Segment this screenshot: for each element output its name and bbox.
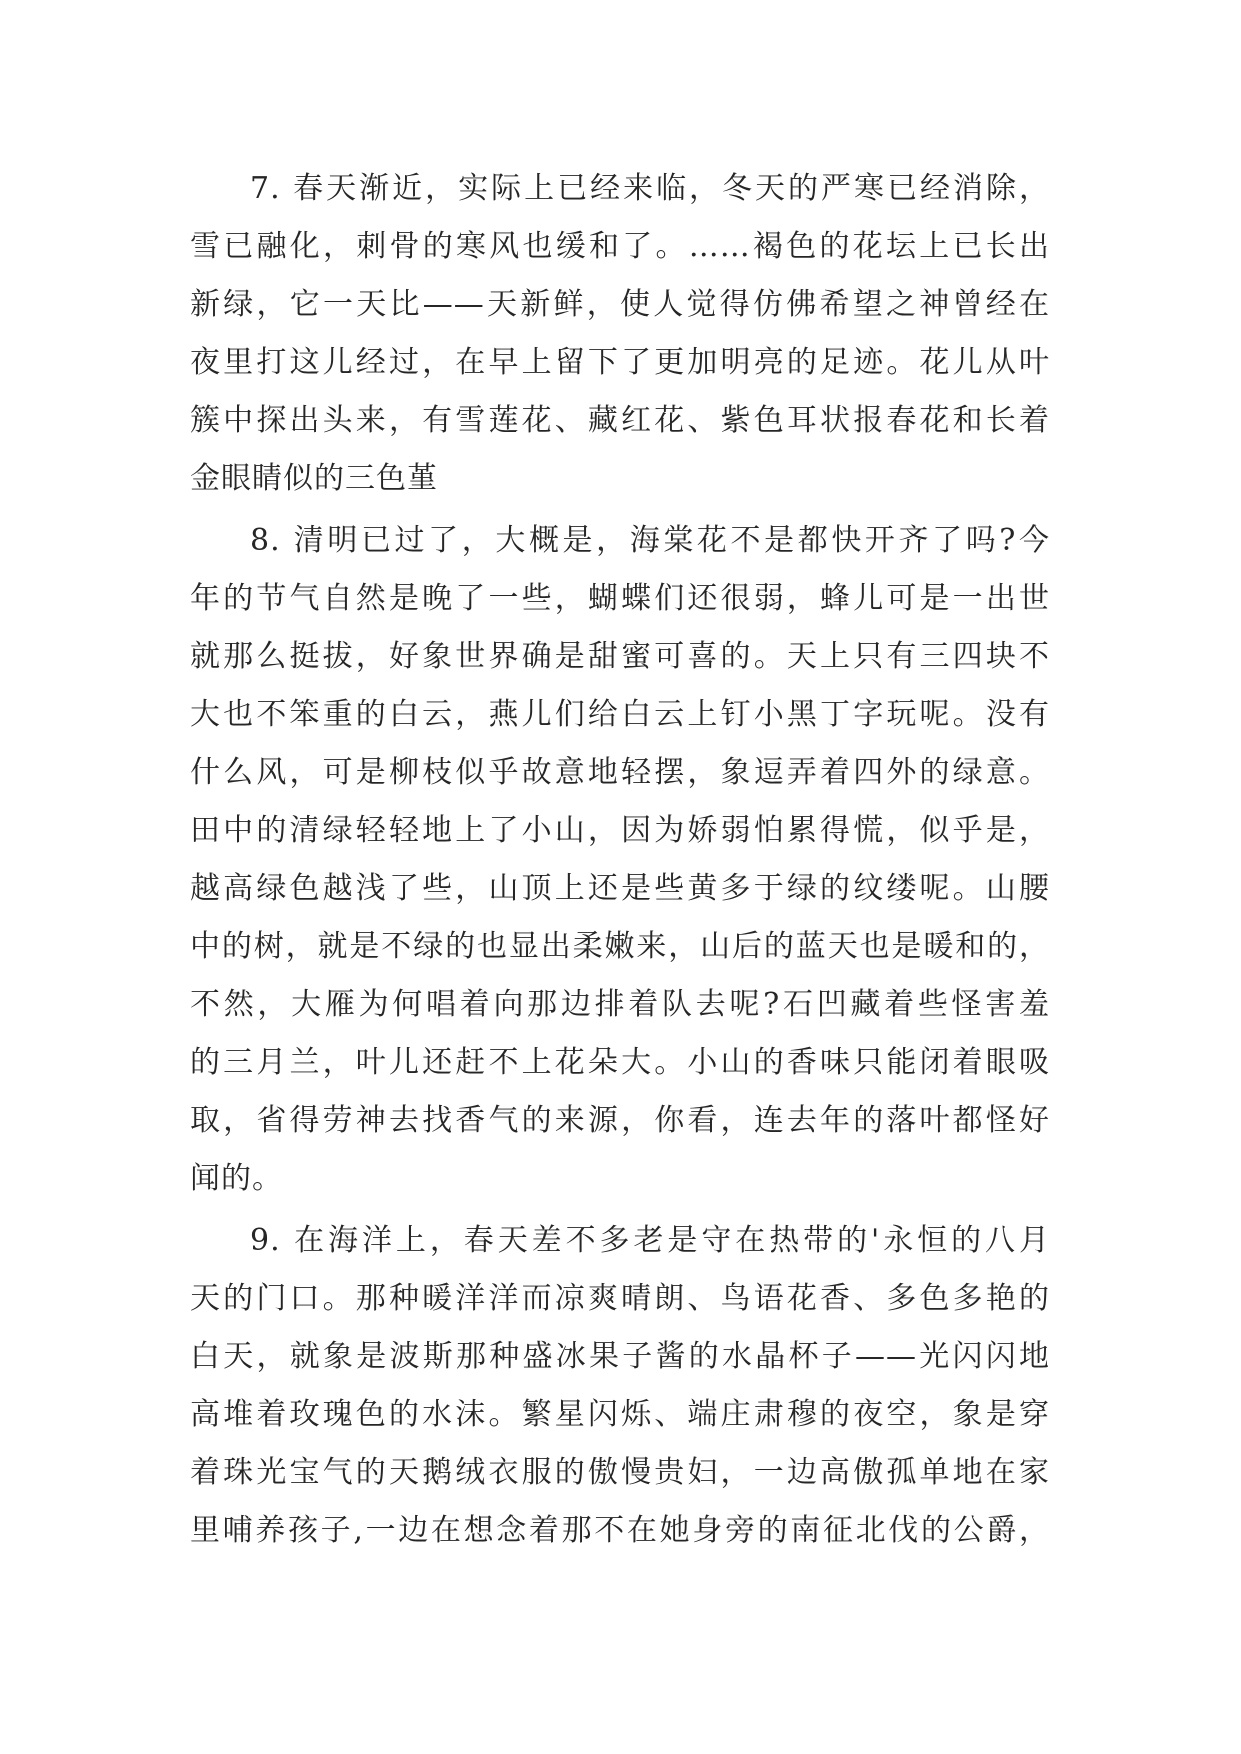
text-line: 年的节气自然是晚了一些，蝴蝶们还很弱，蜂儿可是一出世 [190,581,1050,616]
text-line: 天的门口。那种暖洋洋而凉爽晴朗、鸟语花香、多色多艳的 [190,1281,1050,1316]
document-body [190,160,1050,1564]
paragraph-8 [190,512,1050,1208]
text-line: 大也不笨重的白云，燕儿们给白云上钉小黑丁字玩呢。没有 [190,697,1050,732]
text-line: 越高绿色越浅了些，山顶上还是些黄多于绿的纹缕呢。山腰 [190,871,1050,906]
text-line: 里哺养孩子,一边在想念着那不在她身旁的南征北伐的公爵， [190,1513,1050,1548]
text-line: 着珠光宝气的天鹅绒衣服的傲慢贵妇，一边高傲孤单地在家 [190,1455,1050,1490]
text-line: 新绿，它一天比——天新鲜，使人觉得仿佛希望之神曾经在 [190,287,1050,322]
text-line: 不然，大雁为何唱着向那边排着队去呢?石凹藏着些怪害羞 [190,987,1050,1022]
text-line: 中的树，就是不绿的也显出柔嫩来，山后的蓝天也是暖和的， [190,929,1050,964]
text-line: 9. 在海洋上，春天差不多老是守在热带的'永恒的八月 [250,1223,1050,1258]
text-line: 8. 清明已过了，大概是，海棠花不是都快开齐了吗?今 [250,523,1050,558]
text-line: 7. 春天渐近，实际上已经来临，冬天的严寒已经消除， [250,171,1050,206]
text-line: 什么风，可是柳枝似乎故意地轻摆，象逗弄着四外的绿意。 [190,755,1050,790]
text-line: 金眼睛似的三色堇 [190,461,438,496]
text-line: 高堆着玫瑰色的水沫。繁星闪烁、端庄肃穆的夜空，象是穿 [190,1397,1050,1432]
text-line: 夜里打这儿经过，在早上留下了更加明亮的足迹。花儿从叶 [190,345,1050,380]
text-line: 取，省得劳神去找香气的来源，你看，连去年的落叶都怪好 [190,1103,1050,1138]
paragraph-7 [190,160,1050,508]
text-line: 田中的清绿轻轻地上了小山，因为娇弱怕累得慌，似乎是， [190,813,1050,848]
text-line: 白天，就象是波斯那种盛冰果子酱的水晶杯子——光闪闪地 [190,1339,1050,1374]
paragraph-9 [190,1212,1050,1560]
text-line: 簇中探出头来，有雪莲花、藏红花、紫色耳状报春花和长着 [190,403,1050,438]
text-line: 的三月兰，叶儿还赶不上花朵大。小山的香味只能闭着眼吸 [190,1045,1050,1080]
text-line: 就那么挺拔，好象世界确是甜蜜可喜的。天上只有三四块不 [190,639,1050,674]
text-line: 雪已融化，刺骨的寒风也缓和了。……褐色的花坛上已长出 [190,229,1050,264]
text-line: 闻的。 [190,1161,283,1196]
